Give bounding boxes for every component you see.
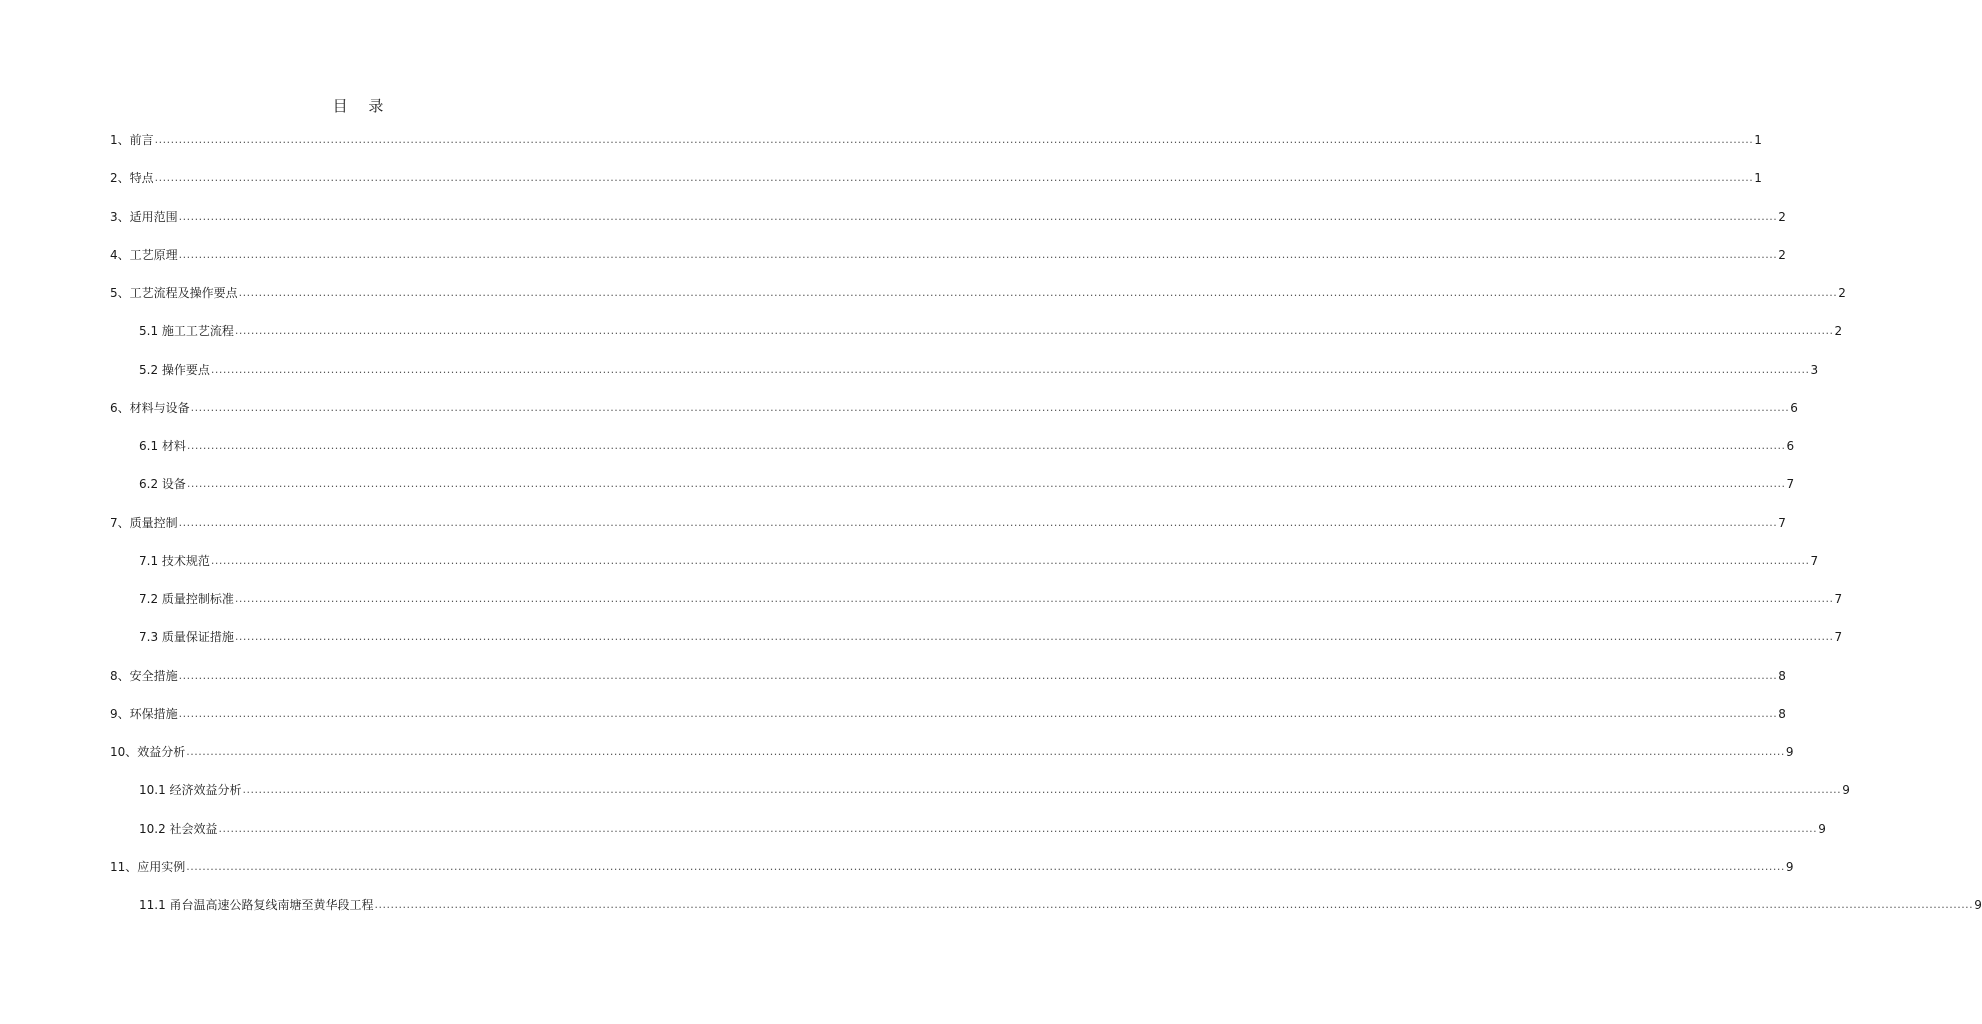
toc-entry-label: 7.1 技术规范 [139,553,210,568]
toc-entry-label: 9、环保措施 [110,706,178,721]
toc-page-number: 7 [1778,515,1786,530]
toc-entry-label: 2、特点 [110,171,154,186]
toc-page-number: 2 [1778,209,1786,224]
toc-leader-dots: ................................................................................................................................................................................................................................................................................................................................................................................................................ [178,209,1778,223]
toc-entry-label: 10.2 社会效益 [139,821,218,836]
toc-entry[interactable] [0,284,1846,322]
toc-leader-dots: ................................................................................................................................................................................................................................................................................................................................................................................................................ [234,592,1834,605]
toc-page-number: 7 [1834,630,1843,645]
toc-entry[interactable] [0,399,1798,437]
toc-entry-label: 3、适用范围 [110,209,178,224]
toc-leader-dots: ................................................................................................................................................................................................................................................................................................................................................................................................................ [178,247,1778,261]
toc-entry-label: 7.3 质量保证措施 [139,630,234,645]
toc-leader-dots: ................................................................................................................................................................................................................................................................................................................................................................................................................ [178,515,1778,529]
toc-subentry[interactable] [0,628,1843,666]
toc-entry-label: 6、材料与设备 [110,400,190,415]
toc-leader-dots: ................................................................................................................................................................................................................................................................................................................................................................................................................ [238,286,1838,299]
toc-entry-label: 11、应用实例 [110,859,186,874]
toc-leader-dots: ................................................................................................................................................................................................................................................................................................................................................................................................................ [374,898,1974,911]
toc-subentry[interactable] [0,590,1843,628]
toc-leader-dots: ................................................................................................................................................................................................................................................................................................................................................................................................................ [190,400,1790,414]
toc-page-number: 6 [1790,400,1798,415]
toc-subentry[interactable] [0,361,1819,399]
toc-page-number: 9 [1785,745,1794,759]
toc-entry[interactable] [0,705,1786,743]
toc-leader-dots: ................................................................................................................................................................................................................................................................................................................................................................................................................ [186,477,1786,491]
toc-entry[interactable] [0,667,1786,705]
toc-page-number: 2 [1834,324,1843,339]
toc-subentry[interactable] [0,552,1819,590]
toc-subentry[interactable] [0,896,1982,934]
toc-leader-dots: ................................................................................................................................................................................................................................................................................................................................................................................................................ [234,324,1834,338]
toc-subentry[interactable] [0,322,1843,360]
toc-entry[interactable] [0,169,1762,207]
toc-entry-label: 10、效益分析 [110,745,186,759]
toc-entry-label: 8、安全措施 [110,668,178,683]
toc-subentry[interactable] [0,820,1826,858]
toc-leader-dots: ................................................................................................................................................................................................................................................................................................................................................................................................................ [186,439,1786,452]
toc-leader-dots: ................................................................................................................................................................................................................................................................................................................................................................................................................ [210,553,1810,567]
toc-entry-label: 5、工艺流程及操作要点 [110,286,238,300]
toc-entry-label: 6.1 材料 [139,439,186,453]
toc-entry-label: 10.1 经济效益分析 [139,783,242,798]
toc-entry-label: 5.2 操作要点 [139,362,210,377]
toc-entry-label: 4、工艺原理 [110,247,178,262]
toc-page-number: 2 [1838,286,1846,300]
toc-subentry[interactable] [0,475,1795,513]
toc-leader-dots: ................................................................................................................................................................................................................................................................................................................................................................................................................ [234,630,1834,644]
toc-entry-label: 7.2 质量控制标准 [139,592,234,606]
toc-leader-dots: ................................................................................................................................................................................................................................................................................................................................................................................................................ [218,821,1818,835]
toc-page-number: 7 [1786,477,1795,492]
toc-leader-dots: ................................................................................................................................................................................................................................................................................................................................................................................................................ [154,171,1754,185]
toc-entry-label: 11.1 甬台温高速公路复线南塘至黄华段工程 [139,898,374,912]
toc-entry-label: 6.2 设备 [139,477,186,492]
toc-page-number: 9 [1842,783,1850,798]
toc-leader-dots: ................................................................................................................................................................................................................................................................................................................................................................................................................ [178,668,1778,682]
toc-entry[interactable] [0,246,1786,284]
toc-page-number: 2 [1778,247,1786,262]
toc-leader-dots: ................................................................................................................................................................................................................................................................................................................................................................................................................ [242,783,1842,797]
table-of-contents [0,131,1982,934]
toc-page-number: 6 [1786,439,1795,453]
toc-subentry[interactable] [0,437,1795,475]
toc-page-number: 9 [1974,898,1982,912]
toc-entry-label: 5.1 施工工艺流程 [139,324,234,339]
toc-page-number: 7 [1810,553,1819,568]
toc-entry[interactable] [0,208,1786,246]
toc-entry[interactable] [0,858,1794,896]
toc-entry-label: 7、质量控制 [110,515,178,530]
toc-page-number: 3 [1810,362,1819,377]
toc-page-number: 9 [1818,821,1826,836]
toc-entry[interactable] [0,131,1762,169]
toc-leader-dots: ................................................................................................................................................................................................................................................................................................................................................................................................................ [154,133,1754,146]
toc-page-number: 9 [1785,859,1794,874]
toc-entry[interactable] [0,514,1786,552]
toc-page-number: 1 [1754,171,1762,186]
toc-page-number: 8 [1778,668,1786,683]
toc-leader-dots: ................................................................................................................................................................................................................................................................................................................................................................................................................ [186,745,1785,758]
toc-entry[interactable] [0,743,1794,781]
toc-leader-dots: ................................................................................................................................................................................................................................................................................................................................................................................................................ [178,706,1778,720]
toc-leader-dots: ................................................................................................................................................................................................................................................................................................................................................................................................................ [210,362,1810,376]
toc-entry-label: 1、前言 [110,133,154,147]
toc-page-number: 1 [1754,133,1762,147]
toc-page-number: 8 [1778,706,1786,721]
toc-leader-dots: ................................................................................................................................................................................................................................................................................................................................................................................................................ [186,859,1785,873]
toc-title: 目 录 [332,97,392,115]
toc-subentry[interactable] [0,781,1850,819]
toc-page-number: 7 [1834,592,1843,606]
